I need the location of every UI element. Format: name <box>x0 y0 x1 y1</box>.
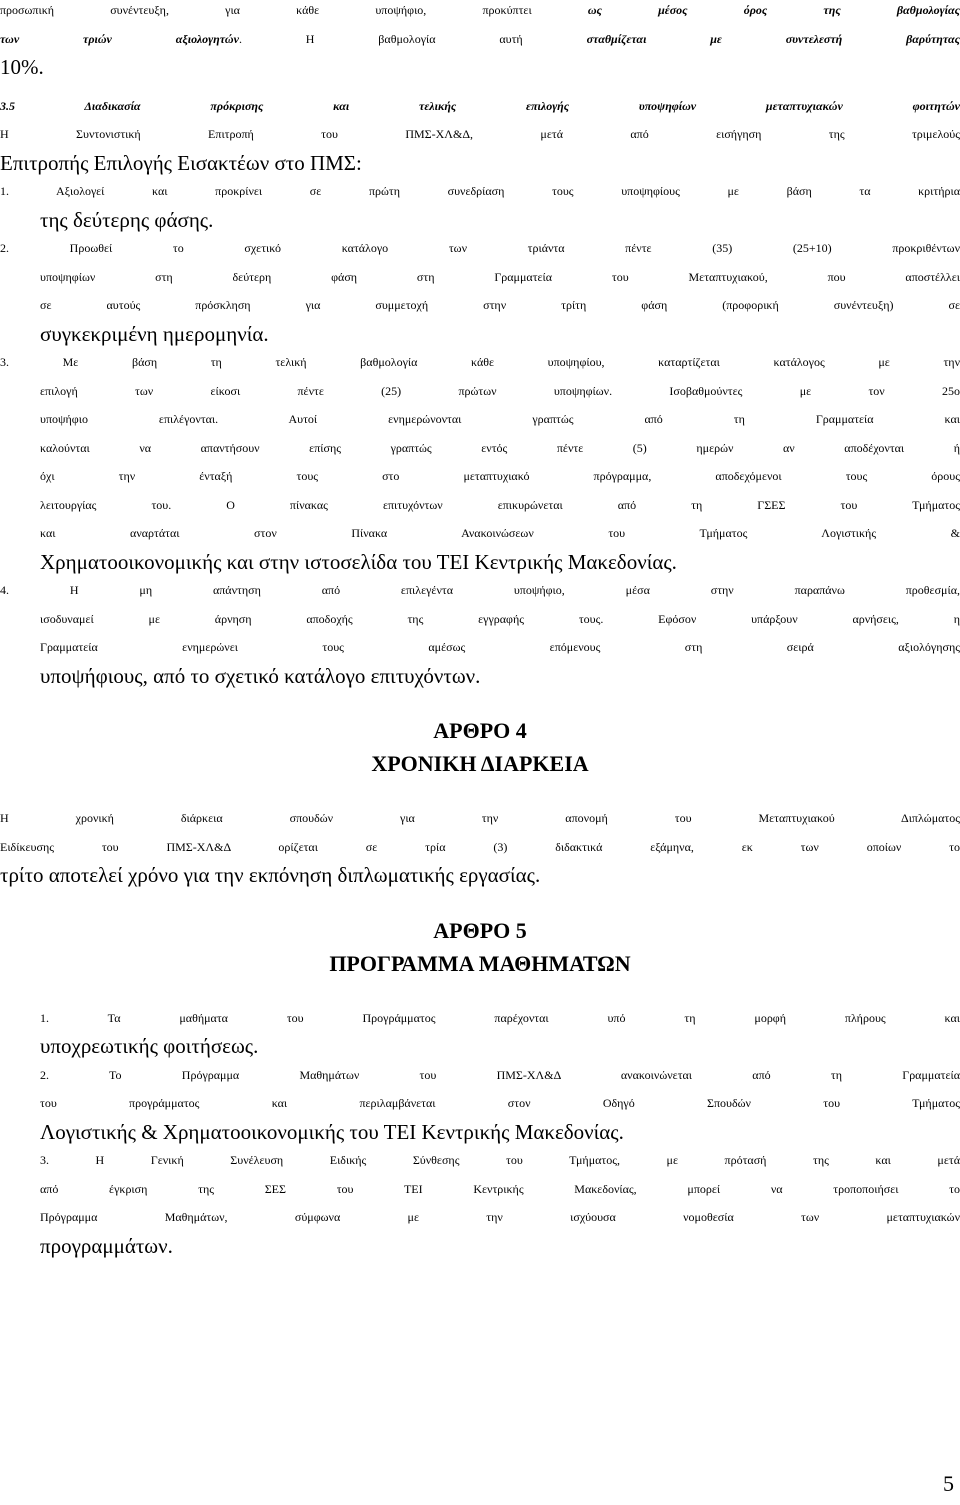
article-5-item-3-line-2: από έγκριση της ΣΕΣ του ΤΕΙ Κεντρικής Μακεδονίας, μπορεί να τροποποιήσει το <box>40 1181 960 1196</box>
article-5-item-2-line-1: 2. Το Πρόγραμμα Μαθημάτων του ΠΜΣ-ΧΛ&Δ ανακοινώνεται από τη Γραμματεία <box>40 1067 960 1082</box>
article-5-item-2-line-2: του προγράμματος και περιλαμβάνεται στον Οδηγό Σπουδών του Τμήματος <box>40 1096 960 1110</box>
section-3-5-item-1-line-2: της δεύτερης φάσης. <box>40 207 214 232</box>
article-5-item-3-line-3: Πρόγραμμα Μαθημάτων, σύμφωνα με την ισχύουσα νομοθεσία των μεταπτυχιακών <box>40 1210 960 1224</box>
article-5-item-1-line-2: υποχρεωτικής φοιτήσεως. <box>40 1034 259 1058</box>
section-3-5-item-2-line-1: 2. Προωθεί το σχετικό κατάλογο των τριάντα πέντε (35) (25+10) προκριθέντων <box>0 241 960 255</box>
section-3-5-item-3-line-7: και αναρτάται στον Πίνακα Ανακοινώσεων του Τμήματος Λογιστικής & <box>40 526 960 540</box>
section-3-5-item-3-line-4: καλούνται να απαντήσουν επίσης γραπτώς εντός πέντε (5) ημερών αν αποδέχονται ή <box>40 440 960 455</box>
section-3-5-item-3-line-8: Χρηματοοικονομικής και στην ιστοσελίδα του ΤΕΙ Κεντρικής Μακεδονίας. <box>40 549 677 574</box>
article-4-subheading: ΧΡΟΝΙΚΗ ΔΙΑΡΚΕΙΑ <box>371 751 589 776</box>
section-3-5-item-3-line-3: υποψήφιο επιλέγονται. Αυτοί ενημερώνονται γραπτώς από τη Γραμματεία και <box>40 412 960 426</box>
article-5-heading: ΑΡΘΡΟ 5 <box>433 917 527 943</box>
section-3-5-item-3-line-1: 3. Με βάση τη τελική βαθμολογία κάθε υποψηφίου, καταρτίζεται κατάλογος με την <box>0 355 960 369</box>
section-3-5-title: 3.5 Διαδικασία πρόκρισης και τελικής επιλογής υποψηφίων μεταπτυχιακών φοιτητών <box>0 98 960 113</box>
section-3-5-intro-line-2: Επιτροπής Επιλογής Εισακτέων στο ΠΜΣ: <box>0 150 362 175</box>
section-3-5-item-4-line-1: 4. Η μη απάντηση από επιλεγέντα υποψήφιο, μέσα στην παραπάνω προθεσμία, <box>0 583 960 597</box>
section-3-5-item-1-line-1: 1. Αξιολογεί και προκρίνει σε πρώτη συνεδρίαση τους υποψηφίους με βάση τα κριτήρια <box>0 184 960 198</box>
intro-line-1: προσωπική συνέντευξη, για κάθε υποψήφιο, προκύπτει ως μέσος όρος της βαθμολογίας <box>0 3 960 17</box>
page-number: 5 <box>943 1471 954 1496</box>
section-3-5-item-3-line-6: λειτουργίας του. Ο πίνακας επιτυχόντων επικυρώνεται από τη ΓΣΕΣ του Τμήματος <box>40 497 960 512</box>
article-5-item-2-line-3: Λογιστικής & Χρηματοοικονομικής του ΤΕΙ Κεντρικής Μακεδονίας. <box>40 1119 624 1144</box>
article-4-line-1: Η χρονική διάρκεια σπουδών για την απονομή του Μεταπτυχιακού Διπλώματος <box>0 811 960 825</box>
section-3-5-item-3-line-5: όχι την ένταξή τους στο μεταπτυχιακό πρόγραμμα, αποδεχόμενοι τους όρους <box>40 469 960 483</box>
section-3-5-intro-line-1: Η Συντονιστική Επιτροπή του ΠΜΣ-ΧΛ&Δ, μετά από εισήγηση της τριμελούς <box>0 127 960 141</box>
intro-line-3: 10%. <box>0 55 44 79</box>
article-4-line-3: τρίτο αποτελεί χρόνο για την εκπόνηση διπλωματικής εργασίας. <box>0 863 541 887</box>
article-4-line-2: Ειδίκευσης του ΠΜΣ-ΧΛ&Δ ορίζεται σε τρία (3) διδακτικά εξάμηνα, εκ των οποίων το <box>0 839 960 854</box>
section-3-5-item-3-line-2: επιλογή των είκοσι πέντε (25) πρώτων υποψηφίων. Ισοβαθμούντες με τον 25ο <box>40 383 960 398</box>
article-5-subheading: ΠΡΟΓΡΑΜΜΑ ΜΑΘΗΜΑΤΩΝ <box>329 950 631 976</box>
article-5-item-3-line-4: προγραμμάτων. <box>40 1233 173 1258</box>
intro-line-2: των τριών αξιολογητών. Η βαθμολογία αυτή σταθμίζεται με συντελεστή βαρύτητας <box>0 31 960 46</box>
article-5-item-3-line-1: 3. Η Γενική Συνέλευση Ειδικής Σύνθεσης του Τμήματος, με πρότασή της και μετά <box>40 1153 960 1167</box>
section-3-5-item-2-line-3: σε αυτούς πρόσκληση για συμμετοχή στην τρίτη φάση (προφορική συνέντευξη) σε <box>40 298 960 312</box>
article-4-heading: ΑΡΘΡΟ 4 <box>433 718 527 743</box>
article-5-item-1-line-1: 1. Τα μαθήματα του Προγράμματος παρέχονται υπό τη μορφή πλήρους και <box>40 1010 960 1025</box>
section-3-5-item-2-line-4: συγκεκριμένη ημερομηνία. <box>40 321 269 346</box>
section-3-5-item-2-line-2: υποψηφίων στη δεύτερη φάση στη Γραμματεία του Μεταπτυχιακού, που αποστέλλει <box>40 269 960 284</box>
section-3-5-item-4-line-2: ισοδυναμεί με άρνηση αποδοχής της εγγραφής τους. Εφόσον υπάρξουν αρνήσεις, η <box>40 611 960 626</box>
section-3-5-item-4-line-3: Γραμματεία ενημερώνει τους αμέσως επόμενους στη σειρά αξιολόγησης <box>40 640 960 654</box>
section-3-5-item-4-line-4: υποψήφιους, από το σχετικό κατάλογο επιτυχόντων. <box>40 663 481 688</box>
